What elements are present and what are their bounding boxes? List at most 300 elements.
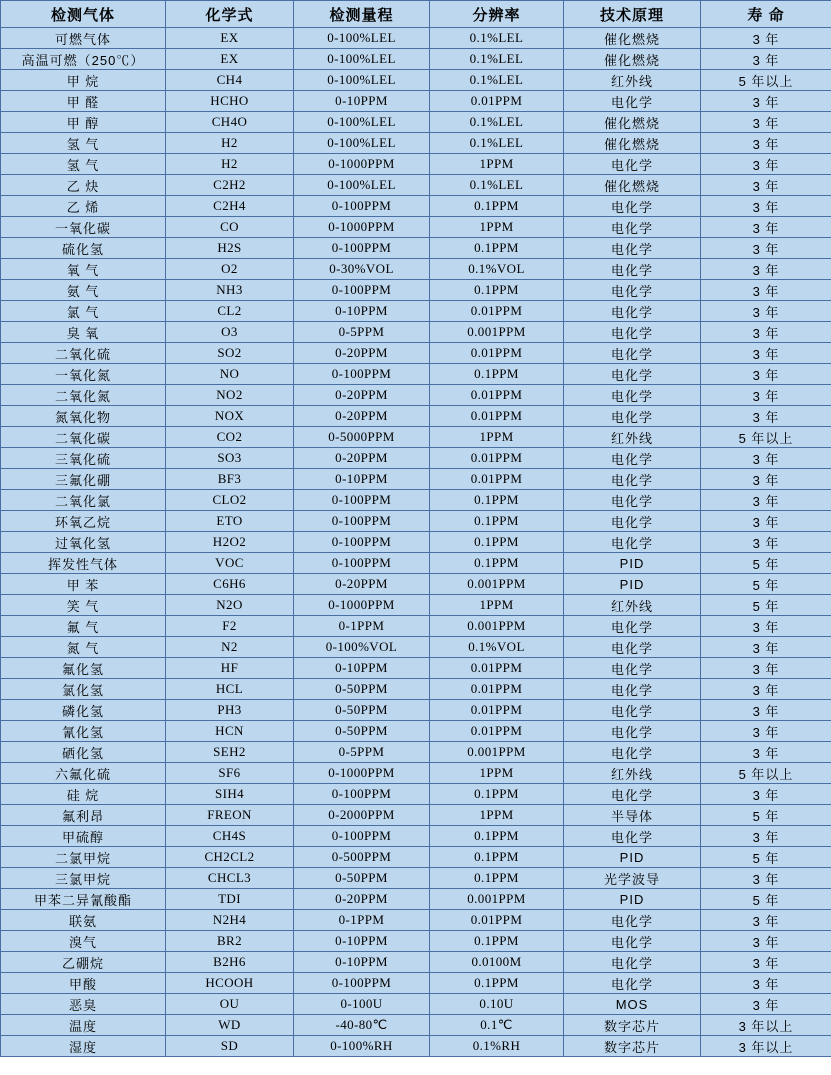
table-row [1, 217, 831, 238]
cell-gas: 过氧化氢 [1, 532, 166, 553]
cell-lifetime: 3 年 [701, 322, 831, 343]
cell-range: 0-100U [294, 994, 430, 1015]
cell-formula: O2 [166, 259, 294, 280]
cell-principle: 电化学 [564, 700, 701, 721]
cell-formula: TDI [166, 889, 294, 910]
cell-principle: 催化燃烧 [564, 112, 701, 133]
table-row [1, 952, 831, 973]
table-row [1, 532, 831, 553]
cell-principle: PID [564, 889, 701, 910]
cell-range: 0-100%LEL [294, 112, 430, 133]
cell-gas: 环氧乙烷 [1, 511, 166, 532]
cell-principle: 电化学 [564, 679, 701, 700]
cell-principle: 半导体 [564, 805, 701, 826]
cell-resolution: 0.01PPM [430, 910, 564, 931]
cell-resolution: 0.1%LEL [430, 112, 564, 133]
cell-lifetime: 3 年 [701, 679, 831, 700]
cell-lifetime: 3 年 [701, 154, 831, 175]
cell-formula: H2S [166, 238, 294, 259]
cell-resolution: 0.01PPM [430, 700, 564, 721]
table-row [1, 574, 831, 595]
cell-range: 0-1PPM [294, 910, 430, 931]
cell-lifetime: 5 年 [701, 889, 831, 910]
cell-resolution: 0.01PPM [430, 469, 564, 490]
cell-range: 0-20PPM [294, 343, 430, 364]
cell-principle: 电化学 [564, 637, 701, 658]
cell-range: 0-20PPM [294, 406, 430, 427]
cell-gas: 氟化氢 [1, 658, 166, 679]
cell-principle: 电化学 [564, 343, 701, 364]
cell-gas: 氯化氢 [1, 679, 166, 700]
table-row [1, 322, 831, 343]
table-row [1, 868, 831, 889]
cell-principle: PID [564, 553, 701, 574]
cell-range: 0-100PPM [294, 553, 430, 574]
cell-gas: 甲 醇 [1, 112, 166, 133]
cell-lifetime: 3 年 [701, 301, 831, 322]
cell-principle: 电化学 [564, 490, 701, 511]
cell-lifetime: 3 年 [701, 658, 831, 679]
cell-range: 0-5000PPM [294, 427, 430, 448]
cell-resolution: 0.0100M [430, 952, 564, 973]
cell-range: 0-100%VOL [294, 637, 430, 658]
cell-lifetime: 3 年 [701, 700, 831, 721]
cell-formula: SD [166, 1036, 294, 1057]
cell-gas: 乙 烯 [1, 196, 166, 217]
cell-gas: 氮氧化物 [1, 406, 166, 427]
cell-gas: 氨 气 [1, 280, 166, 301]
cell-range: 0-100PPM [294, 784, 430, 805]
cell-lifetime: 3 年 [701, 616, 831, 637]
cell-lifetime: 5 年 [701, 805, 831, 826]
cell-principle: 催化燃烧 [564, 28, 701, 49]
cell-formula: SIH4 [166, 784, 294, 805]
cell-formula: NO2 [166, 385, 294, 406]
cell-gas: 甲 醛 [1, 91, 166, 112]
cell-principle: 电化学 [564, 973, 701, 994]
cell-resolution: 0.1%VOL [430, 259, 564, 280]
cell-principle: 电化学 [564, 448, 701, 469]
cell-formula: O3 [166, 322, 294, 343]
cell-resolution: 0.1PPM [430, 196, 564, 217]
cell-range: 0-20PPM [294, 448, 430, 469]
cell-principle: 电化学 [564, 217, 701, 238]
cell-formula: HCOOH [166, 973, 294, 994]
cell-formula: FREON [166, 805, 294, 826]
cell-lifetime: 3 年 [701, 385, 831, 406]
cell-range: 0-10PPM [294, 91, 430, 112]
cell-range: 0-1000PPM [294, 154, 430, 175]
cell-formula: N2H4 [166, 910, 294, 931]
cell-formula: F2 [166, 616, 294, 637]
table-row [1, 364, 831, 385]
table-row [1, 490, 831, 511]
cell-principle: 电化学 [564, 259, 701, 280]
table-row [1, 238, 831, 259]
cell-principle: PID [564, 847, 701, 868]
cell-resolution: 0.01PPM [430, 343, 564, 364]
cell-gas: 甲 苯 [1, 574, 166, 595]
cell-gas: 硒化氢 [1, 742, 166, 763]
cell-gas: 氟利昂 [1, 805, 166, 826]
cell-lifetime: 3 年 [701, 469, 831, 490]
cell-lifetime: 3 年 [701, 364, 831, 385]
cell-formula: CO2 [166, 427, 294, 448]
cell-principle: MOS [564, 994, 701, 1015]
table-row [1, 1015, 831, 1036]
cell-resolution: 0.1PPM [430, 490, 564, 511]
cell-formula: CLO2 [166, 490, 294, 511]
cell-lifetime: 3 年 [701, 91, 831, 112]
cell-resolution: 0.01PPM [430, 448, 564, 469]
table-row [1, 763, 831, 784]
cell-lifetime: 3 年 [701, 910, 831, 931]
table-row [1, 973, 831, 994]
table-row [1, 910, 831, 931]
cell-range: 0-100PPM [294, 490, 430, 511]
cell-formula: HCHO [166, 91, 294, 112]
cell-resolution: 0.1PPM [430, 847, 564, 868]
table-row [1, 679, 831, 700]
cell-principle: 电化学 [564, 322, 701, 343]
cell-resolution: 0.1PPM [430, 826, 564, 847]
cell-gas: 臭 氧 [1, 322, 166, 343]
cell-gas: 氮 气 [1, 637, 166, 658]
cell-lifetime: 3 年 [701, 511, 831, 532]
cell-range: 0-1PPM [294, 616, 430, 637]
cell-range: 0-10PPM [294, 658, 430, 679]
cell-lifetime: 3 年 [701, 637, 831, 658]
cell-formula: EX [166, 28, 294, 49]
cell-range: 0-5PPM [294, 742, 430, 763]
cell-formula: B2H6 [166, 952, 294, 973]
cell-formula: SF6 [166, 763, 294, 784]
cell-principle: 电化学 [564, 784, 701, 805]
cell-resolution: 0.1%LEL [430, 175, 564, 196]
cell-lifetime: 3 年 [701, 742, 831, 763]
cell-resolution: 0.1%LEL [430, 28, 564, 49]
cell-gas: 二氧化氯 [1, 490, 166, 511]
cell-lifetime: 3 年 [701, 238, 831, 259]
cell-resolution: 1PPM [430, 154, 564, 175]
cell-range: 0-5PPM [294, 322, 430, 343]
cell-range: 0-2000PPM [294, 805, 430, 826]
cell-lifetime: 5 年以上 [701, 427, 831, 448]
cell-range: 0-1000PPM [294, 217, 430, 238]
cell-gas: 可燃气体 [1, 28, 166, 49]
table-row [1, 595, 831, 616]
table-row [1, 1036, 831, 1057]
cell-principle: 电化学 [564, 301, 701, 322]
cell-resolution: 1PPM [430, 763, 564, 784]
cell-resolution: 0.1PPM [430, 280, 564, 301]
cell-formula: HF [166, 658, 294, 679]
cell-principle: 电化学 [564, 616, 701, 637]
cell-principle: 数字芯片 [564, 1015, 701, 1036]
cell-gas: 溴气 [1, 931, 166, 952]
cell-resolution: 0.001PPM [430, 742, 564, 763]
cell-gas: 磷化氢 [1, 700, 166, 721]
cell-principle: 电化学 [564, 91, 701, 112]
cell-formula: SEH2 [166, 742, 294, 763]
cell-range: 0-100PPM [294, 364, 430, 385]
cell-gas: 三氟化硼 [1, 469, 166, 490]
cell-range: 0-100PPM [294, 511, 430, 532]
cell-principle: 电化学 [564, 154, 701, 175]
cell-range: 0-100PPM [294, 280, 430, 301]
cell-gas: 氰化氢 [1, 721, 166, 742]
table-row [1, 91, 831, 112]
cell-formula: CL2 [166, 301, 294, 322]
cell-lifetime: 5 年 [701, 574, 831, 595]
cell-principle: 电化学 [564, 196, 701, 217]
cell-lifetime: 3 年 [701, 175, 831, 196]
cell-principle: 电化学 [564, 910, 701, 931]
cell-lifetime: 3 年 [701, 532, 831, 553]
cell-range: 0-30%VOL [294, 259, 430, 280]
table-row [1, 28, 831, 49]
cell-range: 0-50PPM [294, 679, 430, 700]
cell-resolution: 0.001PPM [430, 889, 564, 910]
table-row [1, 427, 831, 448]
table-body [1, 28, 831, 1057]
table-row [1, 154, 831, 175]
cell-lifetime: 3 年 [701, 721, 831, 742]
cell-resolution: 0.1%LEL [430, 49, 564, 70]
cell-lifetime: 3 年 [701, 448, 831, 469]
cell-formula: HCN [166, 721, 294, 742]
cell-lifetime: 5 年以上 [701, 70, 831, 91]
cell-principle: 催化燃烧 [564, 175, 701, 196]
cell-formula: H2 [166, 154, 294, 175]
table-row [1, 637, 831, 658]
cell-lifetime: 3 年 [701, 280, 831, 301]
cell-formula: HCL [166, 679, 294, 700]
cell-gas: 二氧化氮 [1, 385, 166, 406]
table-header-row [1, 1, 831, 28]
cell-principle: 数字芯片 [564, 1036, 701, 1057]
table-row [1, 784, 831, 805]
cell-lifetime: 3 年 [701, 973, 831, 994]
table-row [1, 49, 831, 70]
cell-principle: 电化学 [564, 931, 701, 952]
cell-formula: CH4O [166, 112, 294, 133]
column-header-lifetime: 寿 命 [701, 1, 831, 28]
table-row [1, 448, 831, 469]
cell-range: 0-500PPM [294, 847, 430, 868]
cell-range: 0-50PPM [294, 700, 430, 721]
cell-lifetime: 3 年 [701, 952, 831, 973]
table-row [1, 742, 831, 763]
cell-lifetime: 3 年 [701, 994, 831, 1015]
cell-lifetime: 3 年 [701, 112, 831, 133]
cell-range: -40-80℃ [294, 1015, 430, 1036]
cell-range: 0-100%RH [294, 1036, 430, 1057]
cell-formula: SO2 [166, 343, 294, 364]
cell-formula: NH3 [166, 280, 294, 301]
cell-resolution: 0.001PPM [430, 322, 564, 343]
cell-lifetime: 3 年 [701, 490, 831, 511]
cell-lifetime: 3 年 [701, 196, 831, 217]
cell-principle: 红外线 [564, 70, 701, 91]
table-row [1, 469, 831, 490]
cell-principle: 电化学 [564, 406, 701, 427]
cell-formula: BF3 [166, 469, 294, 490]
cell-range: 0-20PPM [294, 574, 430, 595]
table-row [1, 175, 831, 196]
cell-range: 0-1000PPM [294, 595, 430, 616]
table-row [1, 133, 831, 154]
cell-range: 0-50PPM [294, 868, 430, 889]
cell-formula: NOX [166, 406, 294, 427]
cell-lifetime: 3 年 [701, 343, 831, 364]
cell-resolution: 0.1PPM [430, 931, 564, 952]
cell-gas: 二氧化硫 [1, 343, 166, 364]
cell-formula: C2H4 [166, 196, 294, 217]
cell-range: 0-10PPM [294, 952, 430, 973]
cell-range: 0-1000PPM [294, 763, 430, 784]
cell-principle: 红外线 [564, 427, 701, 448]
table-row [1, 301, 831, 322]
cell-gas: 氢 气 [1, 154, 166, 175]
cell-formula: N2O [166, 595, 294, 616]
cell-lifetime: 3 年 [701, 259, 831, 280]
cell-principle: 电化学 [564, 511, 701, 532]
cell-principle: 电化学 [564, 952, 701, 973]
cell-principle: PID [564, 574, 701, 595]
cell-resolution: 0.1PPM [430, 238, 564, 259]
cell-resolution: 0.001PPM [430, 616, 564, 637]
cell-gas: 甲 烷 [1, 70, 166, 91]
table-row [1, 511, 831, 532]
cell-principle: 催化燃烧 [564, 49, 701, 70]
cell-formula: VOC [166, 553, 294, 574]
table-row [1, 805, 831, 826]
cell-gas: 一氧化氮 [1, 364, 166, 385]
table-row [1, 406, 831, 427]
table-row [1, 616, 831, 637]
cell-gas: 温度 [1, 1015, 166, 1036]
cell-resolution: 0.1℃ [430, 1015, 564, 1036]
cell-formula: C2H2 [166, 175, 294, 196]
cell-gas: 一氧化碳 [1, 217, 166, 238]
cell-resolution: 0.01PPM [430, 406, 564, 427]
cell-lifetime: 3 年 [701, 217, 831, 238]
cell-range: 0-20PPM [294, 385, 430, 406]
cell-lifetime: 3 年 [701, 406, 831, 427]
column-header-range: 检测量程 [294, 1, 430, 28]
cell-range: 0-10PPM [294, 301, 430, 322]
cell-principle: 电化学 [564, 742, 701, 763]
table-row [1, 196, 831, 217]
cell-resolution: 1PPM [430, 217, 564, 238]
cell-resolution: 0.01PPM [430, 91, 564, 112]
cell-range: 0-100%LEL [294, 28, 430, 49]
cell-formula: CH4S [166, 826, 294, 847]
column-header-principle: 技术原理 [564, 1, 701, 28]
cell-lifetime: 5 年 [701, 847, 831, 868]
cell-principle: 电化学 [564, 532, 701, 553]
cell-principle: 电化学 [564, 364, 701, 385]
cell-gas: 二氧化碳 [1, 427, 166, 448]
table-row [1, 385, 831, 406]
cell-gas: 氢 气 [1, 133, 166, 154]
table-row [1, 889, 831, 910]
table-row [1, 721, 831, 742]
cell-resolution: 0.1%VOL [430, 637, 564, 658]
cell-lifetime: 3 年 [701, 826, 831, 847]
cell-lifetime: 3 年以上 [701, 1036, 831, 1057]
cell-range: 0-100%LEL [294, 49, 430, 70]
cell-gas: 氟 气 [1, 616, 166, 637]
cell-formula: H2 [166, 133, 294, 154]
cell-resolution: 0.1PPM [430, 364, 564, 385]
cell-range: 0-100PPM [294, 826, 430, 847]
cell-gas: 恶臭 [1, 994, 166, 1015]
cell-lifetime: 3 年以上 [701, 1015, 831, 1036]
table-row [1, 70, 831, 91]
table-row [1, 259, 831, 280]
cell-range: 0-100PPM [294, 532, 430, 553]
cell-gas: 高温可燃（250℃） [1, 49, 166, 70]
table-row [1, 700, 831, 721]
cell-gas: 三氯甲烷 [1, 868, 166, 889]
cell-resolution: 0.1%LEL [430, 70, 564, 91]
cell-lifetime: 3 年 [701, 784, 831, 805]
cell-range: 0-100PPM [294, 238, 430, 259]
cell-principle: 红外线 [564, 763, 701, 784]
cell-resolution: 0.01PPM [430, 385, 564, 406]
cell-resolution: 0.1%RH [430, 1036, 564, 1057]
cell-gas: 挥发性气体 [1, 553, 166, 574]
table-row [1, 931, 831, 952]
cell-principle: 电化学 [564, 238, 701, 259]
cell-gas: 二氯甲烷 [1, 847, 166, 868]
table-row [1, 280, 831, 301]
cell-formula: NO [166, 364, 294, 385]
cell-gas: 甲苯二异氰酸酯 [1, 889, 166, 910]
cell-lifetime: 3 年 [701, 868, 831, 889]
cell-range: 0-50PPM [294, 721, 430, 742]
cell-resolution: 0.001PPM [430, 574, 564, 595]
cell-principle: 电化学 [564, 658, 701, 679]
cell-formula: OU [166, 994, 294, 1015]
cell-principle: 电化学 [564, 826, 701, 847]
cell-lifetime: 5 年 [701, 595, 831, 616]
cell-gas: 硫化氢 [1, 238, 166, 259]
cell-resolution: 0.1PPM [430, 868, 564, 889]
cell-gas: 乙硼烷 [1, 952, 166, 973]
cell-principle: 光学波导 [564, 868, 701, 889]
cell-resolution: 0.01PPM [430, 658, 564, 679]
cell-range: 0-10PPM [294, 931, 430, 952]
cell-gas: 三氧化硫 [1, 448, 166, 469]
cell-lifetime: 3 年 [701, 133, 831, 154]
cell-resolution: 1PPM [430, 805, 564, 826]
cell-formula: CH2CL2 [166, 847, 294, 868]
table-row [1, 826, 831, 847]
cell-formula: H2O2 [166, 532, 294, 553]
cell-formula: EX [166, 49, 294, 70]
cell-resolution: 1PPM [430, 595, 564, 616]
cell-gas: 氯 气 [1, 301, 166, 322]
cell-lifetime: 3 年 [701, 28, 831, 49]
cell-resolution: 0.1PPM [430, 532, 564, 553]
cell-lifetime: 5 年 [701, 553, 831, 574]
cell-formula: C6H6 [166, 574, 294, 595]
cell-lifetime: 3 年 [701, 49, 831, 70]
cell-principle: 电化学 [564, 385, 701, 406]
